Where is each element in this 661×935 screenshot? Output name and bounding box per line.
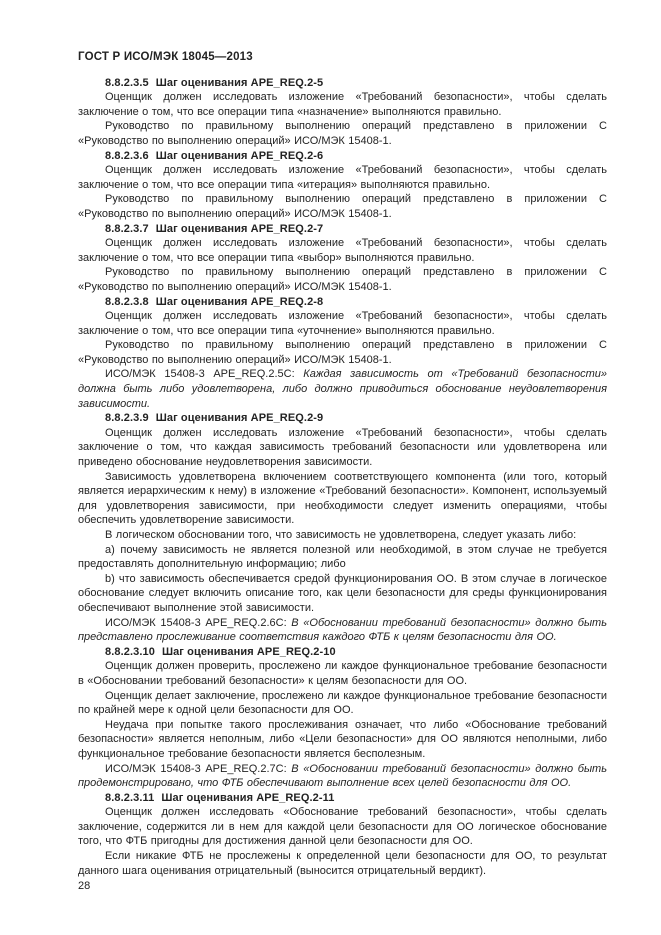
- section-number: 8.8.2.3.9: [105, 412, 149, 425]
- paragraph-text: Руководство по правильному выполнению операций представлено в приложении С «Руководство по выполнению операций» ИСО/МЭК 15408-1.: [78, 266, 607, 293]
- section-heading: [78, 645, 607, 660]
- paragraph: [78, 426, 607, 470]
- paragraph: [78, 192, 607, 221]
- paragraph: [78, 309, 607, 338]
- paragraph-text: Оценщик должен исследовать изложение «Требований безопасности», чтобы сделать заключение о том, что все операции типа «назначение» выполняются правильно.: [78, 91, 607, 118]
- paragraph: [78, 849, 607, 878]
- paragraph: [78, 119, 607, 148]
- section: [78, 222, 607, 295]
- paragraph: [78, 338, 607, 367]
- section-title: Шаг оценивания APE_REQ.2-8: [155, 295, 324, 308]
- running-header: ГОСТ Р ИСО/МЭК 18045—2013: [78, 51, 253, 63]
- paragraph-italic: В «Обосновании требований безопасности» должно быть представлено прослеживание соответствия каждого ФТБ к целям безопасности для ОО.: [78, 616, 608, 644]
- paragraph: [78, 236, 607, 265]
- section-heading: [78, 222, 607, 237]
- section-heading: [78, 791, 607, 806]
- section-heading: [78, 76, 607, 91]
- paragraph: [78, 616, 607, 645]
- section-number: 8.8.2.3.11: [105, 791, 155, 804]
- document-content: [78, 76, 607, 879]
- paragraph: [78, 659, 607, 688]
- section-heading: [78, 149, 607, 164]
- paragraph: [78, 90, 607, 119]
- section-title: Шаг оценивания APE_REQ.2-5: [155, 76, 324, 89]
- section-title: Шаг оценивания APE_REQ.2-7: [155, 222, 324, 235]
- section-number: 8.8.2.3.8: [105, 295, 149, 308]
- paragraph: [78, 805, 607, 849]
- paragraph-text: Руководство по правильному выполнению операций представлено в приложении С «Руководство по выполнению операций» ИСО/МЭК 15408-1.: [78, 339, 607, 366]
- paragraph-italic: Каждая зависимость от «Требований безопасности» должна быть либо удовлетворена, либо должно приводиться обоснование неудовлетворения зависимости.: [78, 368, 607, 410]
- paragraph-text: Неудача при попытке такого прослеживания означает, что либо «Обоснование требований безопасности» является неполным, либо «Цели безопасности» для ОО являются неполными, либо функциональное требование безопасности является бесполезным.: [78, 718, 607, 760]
- paragraph-italic: В «Обосновании требований безопасности» должно быть продемонстрировано, что ФТБ обеспечивают выполнение всех целей безопасности для ОО.: [78, 762, 608, 790]
- paragraph-text: Оценщик должен исследовать изложение «Требований безопасности», чтобы сделать заключение о том, что все операции типа «выбор» выполняются правильно.: [78, 237, 607, 264]
- paragraph-text: Если никакие ФТБ не прослежены к определенной цели безопасности для ОО, то результат данного шага оценивания отрицательный (выносится отрицательный вердикт).: [78, 850, 607, 877]
- section: [78, 791, 607, 879]
- section: [78, 149, 607, 222]
- section: [78, 411, 607, 645]
- section-title: Шаг оценивания APE_REQ.2-10: [161, 645, 336, 658]
- section-number: 8.8.2.3.7: [105, 222, 149, 235]
- paragraph-prefix: ИСО/МЭК 15408-3 APE_REQ.2.6C:: [105, 616, 292, 629]
- paragraph-text: Руководство по правильному выполнению операций представлено в приложении С «Руководство по выполнению операций» ИСО/МЭК 15408-1.: [78, 120, 607, 147]
- section-title: Шаг оценивания APE_REQ.2-11: [161, 791, 335, 804]
- paragraph-text: Руководство по правильному выполнению операций представлено в приложении С «Руководство по выполнению операций» ИСО/МЭК 15408-1.: [78, 193, 607, 220]
- paragraph: [78, 528, 607, 543]
- page-number: 28: [78, 880, 91, 893]
- paragraph-text: Зависимость удовлетворена включением соответствующего компонента (или того, который является иерархическим к нему) в изложение «Требований безопасности». Компонент, используемый для удовлетворения зависимости, при необходимости следует изменить операциями, чтобы обеспечить удовлетворение зависимости.: [78, 470, 607, 527]
- section-number: 8.8.2.3.5: [105, 76, 149, 89]
- section-number: 8.8.2.3.6: [105, 149, 149, 162]
- paragraph-text: Оценщик делает заключение, прослежено ли каждое функциональное требование безопасности по крайней мере к одной цели безопасности для ОО.: [78, 689, 607, 717]
- paragraph: [78, 572, 607, 616]
- paragraph-prefix: ИСО/МЭК 15408-3 APE_REQ.2.5C:: [105, 368, 304, 381]
- paragraph-text: Оценщик должен исследовать изложение «Требований безопасности», чтобы сделать заключение о том, что каждая зависимость требований безопасности или удовлетворена или приведено обоснование неудовлетворения зависимости.: [78, 426, 607, 469]
- paragraph: [78, 470, 607, 528]
- paragraph: [78, 543, 607, 572]
- section: [78, 645, 607, 791]
- paragraph-text: Оценщик должен исследовать «Обоснование требований безопасности», чтобы сделать заключение, содержится ли в нем для каждой цели безопасности для ОО логическое обоснование того, что ФТБ пригодны для достижения данной цели безопасности для ОО.: [78, 806, 607, 848]
- paragraph-text: В логическом обосновании того, что зависимость не удовлетворена, следует указать либо:: [105, 529, 577, 541]
- section-title: Шаг оценивания APE_REQ.2-6: [155, 149, 324, 162]
- paragraph-text: a) почему зависимость не является полезной или необходимой, в этом случае не требуется предоставлять дополнительную информацию; либо: [78, 543, 607, 571]
- paragraph-text: Оценщик должен исследовать изложение «Требований безопасности», чтобы сделать заключение о том, что все операции типа «итерация» выполняются правильно.: [78, 164, 607, 191]
- paragraph-text: b) что зависимость обеспечивается средой функционирования ОО. В этом случае в логическое обоснование следует включить описание того, как цели безопасности для среды функционирования обеспечивают выполнение этой зависимости.: [78, 572, 607, 614]
- paragraph: [78, 718, 607, 762]
- paragraph-prefix: ИСО/МЭК 15408-3 APE_REQ.2.7C:: [105, 762, 292, 775]
- paragraph: [78, 265, 607, 294]
- section: [78, 76, 607, 149]
- section-number: 8.8.2.3.10: [105, 645, 155, 658]
- section-heading: [78, 411, 607, 426]
- paragraph: [78, 163, 607, 192]
- paragraph-text: Оценщик должен проверить, прослежено ли каждое функциональное требование безопасности в «Обосновании требований безопасности» к целям безопасности для ОО.: [78, 660, 607, 687]
- section: [78, 295, 607, 412]
- paragraph: [78, 367, 607, 411]
- section-title: Шаг оценивания APE_REQ.2-9: [155, 412, 324, 425]
- paragraph-text: Оценщик должен исследовать изложение «Требований безопасности», чтобы сделать заключение о том, что все операции типа «уточнение» выполняются правильно.: [78, 310, 607, 337]
- paragraph: [78, 689, 607, 718]
- section-heading: [78, 295, 607, 310]
- paragraph: [78, 762, 607, 791]
